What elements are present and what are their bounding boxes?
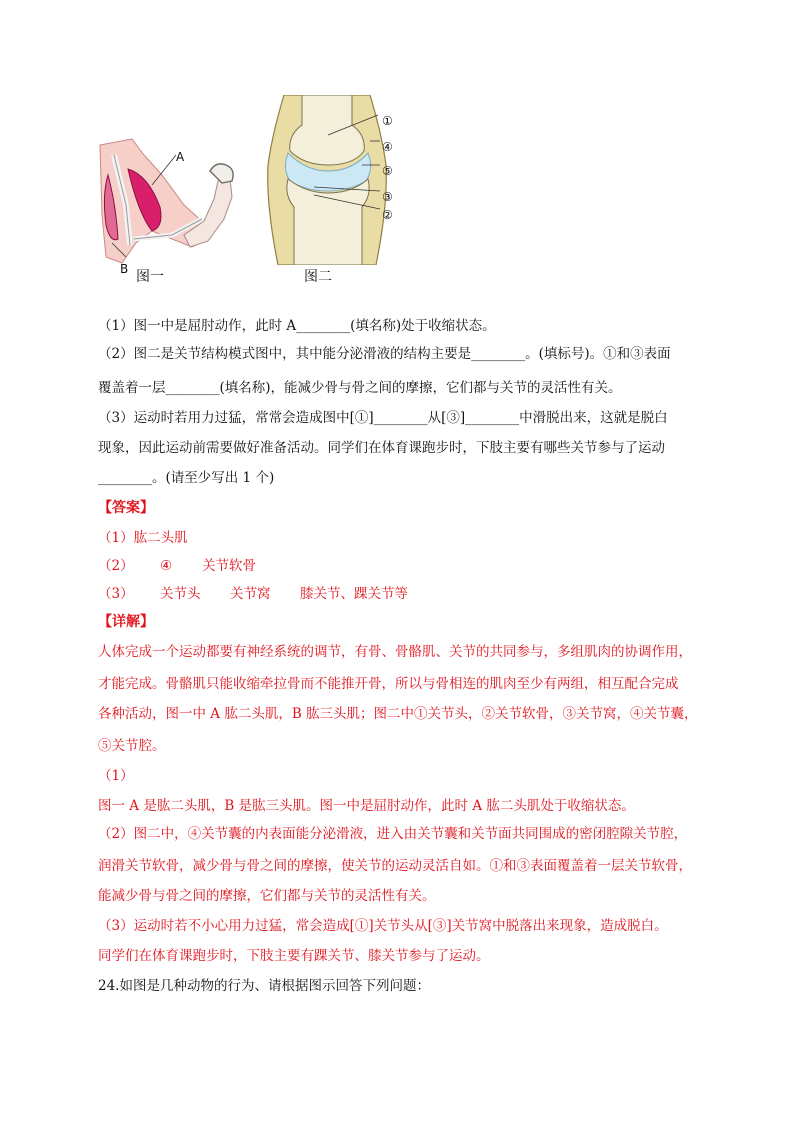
fig2-label-5: ⑤: [382, 164, 393, 178]
detail-section-1-text: 图一 A 是肱二头肌，B 是肱三头肌。图一中是屈肘动作，此时 A 肱二头肌处于收缩状态。: [98, 798, 635, 814]
detail-para-1-line-3: 各种活动，图一中 A 肱二头肌，B 肱三头肌；图二中①关节头，②关节软骨，③关节窝，④关节囊，: [98, 706, 698, 722]
question-part-1: （1）图一中是屈肘动作，此时 A________(填名称)处于收缩状态。: [98, 318, 496, 334]
fig2-label-4: ④: [382, 140, 393, 154]
fig2-label-1: ①: [382, 114, 393, 128]
answer-part-3-value-3: 膝关节、踝关节等: [300, 586, 408, 602]
fig2-label-3: ③: [382, 190, 393, 204]
question-part-3-line-3: ________。(请至少写出 1 个): [98, 470, 275, 486]
detail-section-3-line-1: （3）运动时若不小心用力过猛，常会造成[①]关节头从[③]关节窝中脱落出来现象，造成脱白。: [98, 918, 668, 934]
joint-diagram: [258, 95, 418, 265]
answer-part-2-value-1: ④: [160, 558, 173, 574]
fig2-label-2: ②: [382, 208, 393, 222]
answer-part-3-value-1: 关节头: [160, 586, 201, 602]
detail-section-2-line-3: 能减少骨与骨之间的摩擦，它们都与关节的灵活性有关。: [98, 888, 436, 904]
question-part-2-line-2: 覆盖着一层________(填名称)，能减少骨与骨之间的摩擦，它们都与关节的灵活性有关。: [98, 380, 622, 396]
detail-section-2-line-1: （2）图二中，④关节囊的内表面能分泌滑液，进入由关节囊和关节面共同围成的密闭腔隙关节腔，: [98, 826, 688, 842]
answer-part-1: （1）肱二头肌: [98, 530, 188, 546]
answer-part-3-number: （3）: [98, 586, 134, 602]
fig1-label-a: A: [176, 150, 185, 164]
figure-area: [0, 95, 800, 295]
question-part-3-line-1: （3）运动时若用力过猛，常常会造成图中[①]________从[③]________中滑脱出来，这就是脱白: [98, 410, 668, 426]
answer-header: 【答案】: [98, 500, 154, 516]
answer-part-2-value-2: 关节软骨: [202, 558, 256, 574]
detail-header: 【详解】: [98, 614, 154, 630]
detail-section-1-number: （1）: [98, 768, 134, 784]
next-question: 24.如图是几种动物的行为、请根据图示回答下列问题：: [98, 978, 430, 994]
fig1-caption: 图一: [136, 269, 164, 285]
answer-part-2-number: （2）: [98, 558, 134, 574]
detail-para-1-line-2: 才能完成。骨骼肌只能收缩牵拉骨而不能推开骨，所以与骨相连的肌肉至少有两组，相互配合完成: [98, 676, 679, 692]
answer-part-3-value-2: 关节窝: [230, 586, 271, 602]
fig1-label-b: B: [120, 262, 129, 276]
question-part-2-line-1: （2）图二是关节结构模式图中，其中能分泌滑液的结构主要是________。(填标号)。①和③表面: [98, 346, 671, 362]
fig2-caption: 图二: [304, 269, 332, 285]
detail-section-2-line-2: 润滑关节软骨，减少骨与骨之间的摩擦，使关节的运动灵活自如。①和③表面覆盖着一层关节软骨，: [98, 858, 692, 874]
detail-para-1-line-1: 人体完成一个运动都要有神经系统的调节，有骨、骨骼肌、关节的共同参与，多组肌肉的协调作用，: [98, 644, 692, 660]
arm-diagram: [92, 135, 242, 285]
question-part-3-line-2: 现象，因此运动前需要做好准备活动。同学们在体育课跑步时，下肢主要有哪些关节参与了运动: [98, 440, 665, 456]
detail-section-3-line-2: 同学们在体育课跑步时，下肢主要有踝关节、膝关节参与了运动。: [98, 948, 490, 964]
detail-para-1-line-4: ⑤关节腔。: [98, 738, 166, 754]
